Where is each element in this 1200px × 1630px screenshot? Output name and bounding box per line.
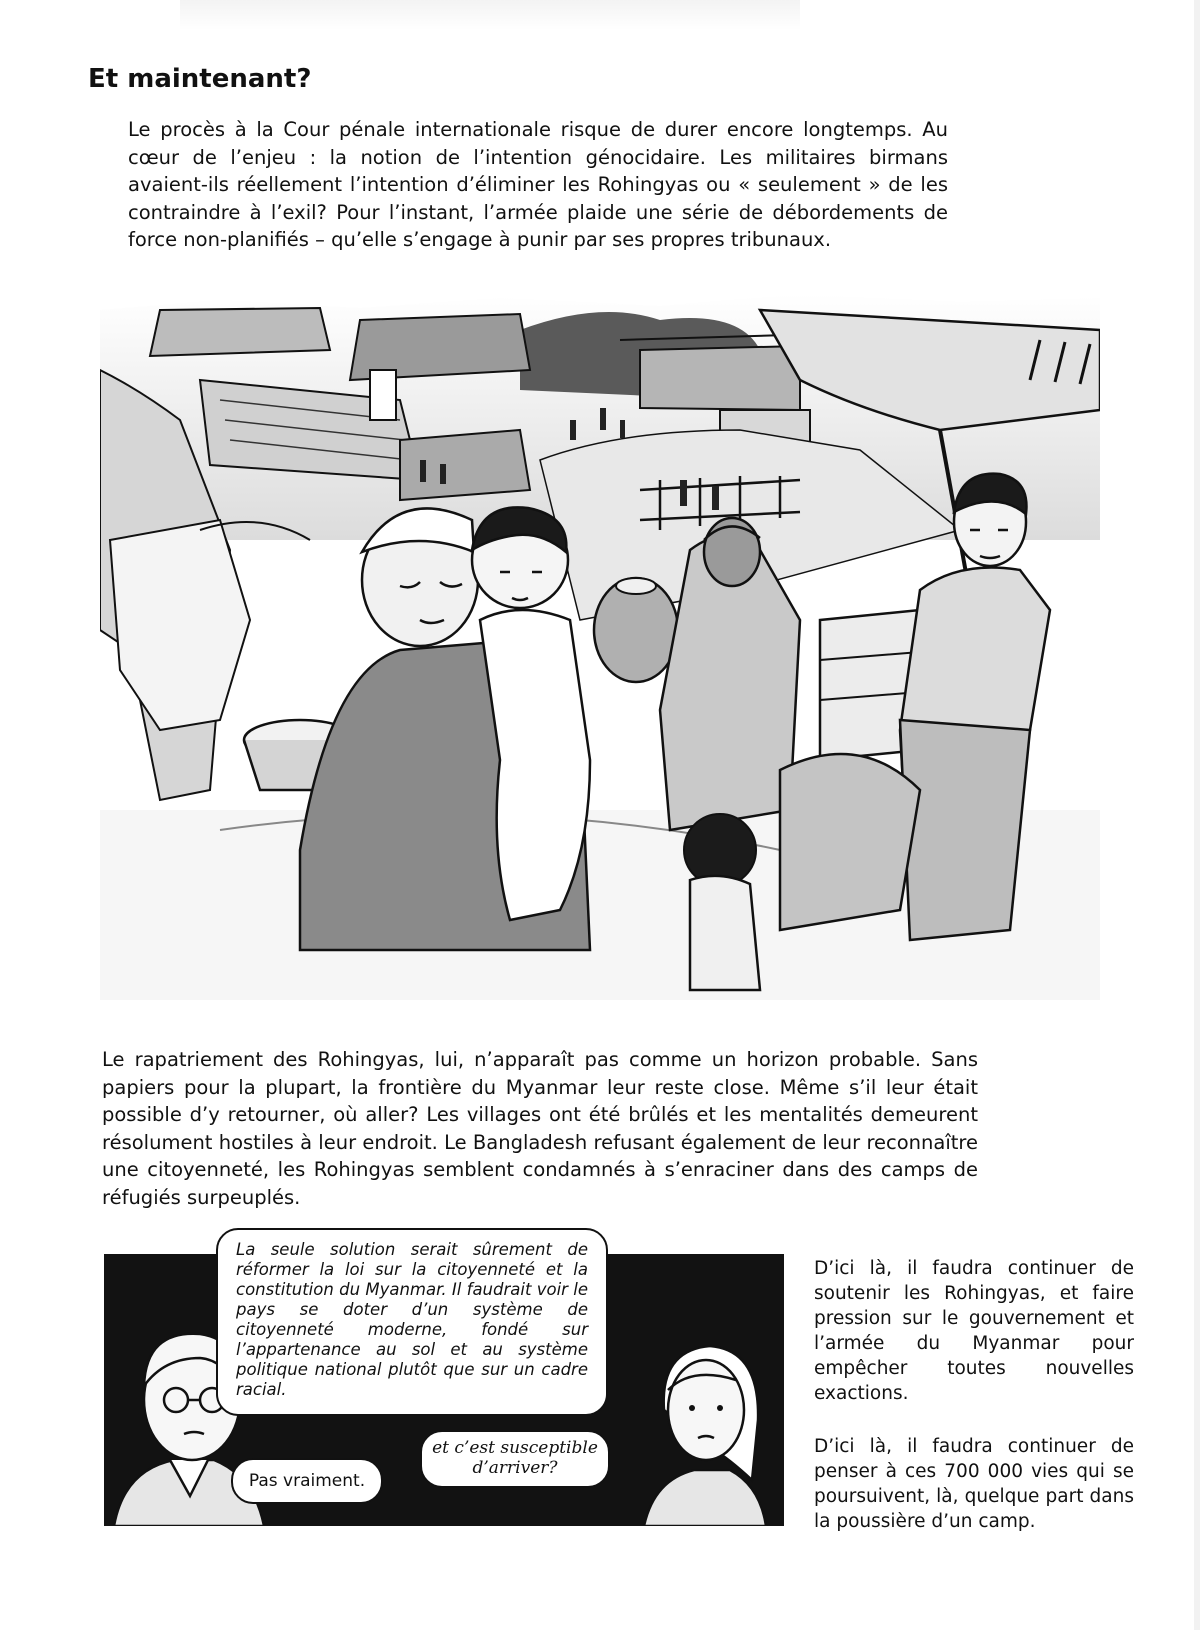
speech-bubble-reply: Pas vraiment. bbox=[231, 1458, 383, 1504]
repatriation-paragraph: Le rapatriement des Rohingyas, lui, n’apparaît pas comme un horizon probable. Sans papiers pour la plupart, la frontière du Myanmar leur reste close. Même s’il leur était possible d’y retourner, où aller? Les villages ont été brûlés et les mentalités demeurent résolument hostiles à leur endroit. Le Bangladesh refusant également de leur reconnaître une citoyenneté, les Rohingyas semblent condamnés à s’enraciner dans des camps de réfugiés surpeuplés. bbox=[102, 1048, 978, 1209]
page-title: Et maintenant? bbox=[88, 64, 312, 94]
speech-bubble-question: et c’est susceptible d’arriver? bbox=[420, 1430, 610, 1488]
woman-character bbox=[640, 1330, 770, 1526]
refugee-camp-illustration bbox=[100, 290, 1100, 1000]
sidebar-paragraph-2: D’ici là, il faudra continuer de penser à ces 700 000 vies qui se poursuivent, là, quelque part dans la poussière d’un camp. bbox=[814, 1436, 1134, 1532]
sidebar-paragraph-1: D’ici là, il faudra continuer de soutenir les Rohingyas, et faire pression sur le gouvernement et l’armée du Myanmar pour empêcher toutes nouvelles exactions. bbox=[814, 1258, 1134, 1404]
intro-paragraph: Le procès à la Cour pénale internationale risque de durer encore longtemps. Au cœur de l’enjeu : la notion de l’intention génocidaire. Les militaires birmans avaient-ils réellement l’intention d’éliminer les Rohingyas ou « seulement » de les contraindre à l’exil? Pour l’instant, l’armée plaide une série de débordements de force non-planifiés – qu’elle s’engage à punir par ses propres tribunaux. bbox=[128, 118, 948, 251]
previous-page-bleed bbox=[180, 0, 800, 30]
page-edge bbox=[1194, 0, 1200, 1630]
speech-bubble-main: La seule solution serait sûrement de réformer la loi sur la citoyenneté et la constitution du Myanmar. Il faudrait voir le pays se doter d’un système de citoyenneté moderne, fondé sur l’appartenance au sol et au système politique national plutôt que sur un cadre racial. bbox=[216, 1228, 608, 1416]
